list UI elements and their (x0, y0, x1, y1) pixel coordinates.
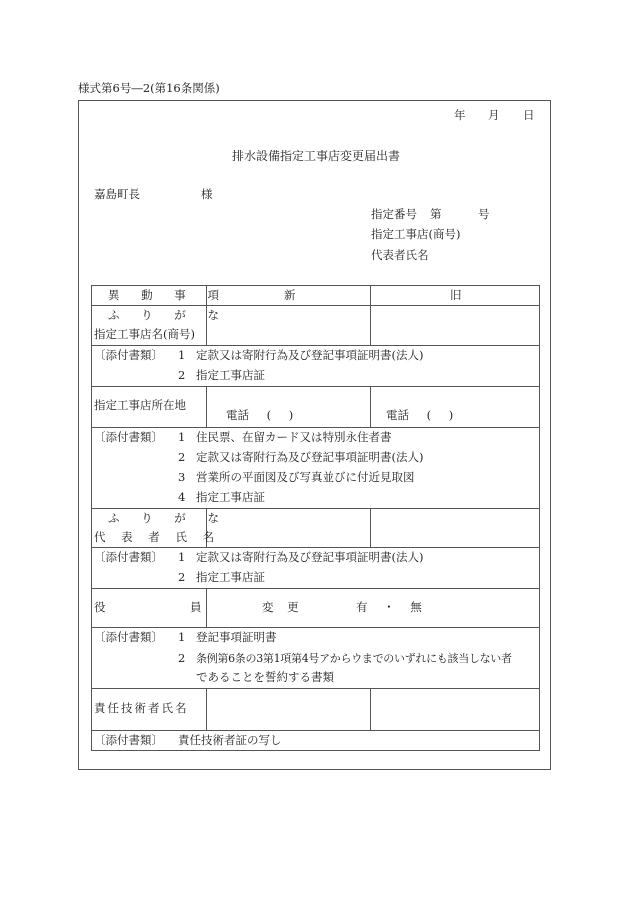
form-number: 様式第6号―2(第16条関係) (78, 81, 220, 95)
attachment-2-num-2: 2 (178, 450, 186, 464)
attachment-4-item-2: 条例第6条の3第1項第4号アからウまでのいずれにも該当しない者 (196, 652, 512, 665)
attachment-label-1: 〔添付書類〕 (94, 348, 163, 362)
attachment-3-num-1: 1 (178, 550, 186, 564)
attachment-label-3: 〔添付書類〕 (94, 550, 163, 564)
attachment-3-num-2: 2 (178, 570, 186, 584)
attachment-2-num-4: 4 (178, 490, 186, 504)
engineer-name-label: 責任技術者氏名 (94, 701, 189, 715)
rep-name-label: 代 表 者 氏 名 (94, 530, 221, 544)
designation-number-label: 指定番号 (371, 207, 417, 221)
date-month: 月 (488, 108, 500, 122)
attachment-2-item-4: 指定工事店証 (196, 490, 265, 504)
attachment-1-num-2: 2 (178, 368, 186, 382)
attachment-2-item-3: 営業所の平面図及び写真並びに付近見取図 (196, 470, 415, 484)
shop-name-furigana-label: ふ り が な (108, 308, 228, 322)
attachment-1-item-2: 指定工事店証 (196, 368, 265, 382)
attachment-5-item: 責任技術者証の写し (178, 733, 282, 747)
phone-old: 電話 ( ) (386, 408, 454, 422)
attachment-label-2: 〔添付書類〕 (94, 430, 163, 444)
date-year: 年 (454, 108, 466, 122)
attachment-2-num-1: 1 (178, 430, 186, 444)
attachment-1-num-1: 1 (178, 348, 186, 362)
officers-yes-no: 有 ・ 無 (356, 600, 422, 614)
header-old: 旧 (450, 288, 462, 302)
shop-trade-name-label: 指定工事店(商号) (371, 227, 461, 241)
phone-new: 電話 ( ) (226, 408, 294, 422)
addressee-name: 嘉島町長 (94, 187, 140, 201)
representative-name-label: 代表者氏名 (371, 248, 429, 262)
form-title: 排水設備指定工事店変更届出書 (232, 149, 401, 163)
designation-suffix: 号 (478, 207, 490, 221)
rep-furigana-label: ふ り が な (108, 511, 228, 525)
designation-prefix: 第 (430, 207, 442, 221)
header-new: 新 (284, 288, 296, 302)
attachment-3-item-1: 定款又は寄附行為及び登記事項証明書(法人) (196, 550, 424, 564)
attachment-2-item-1: 住民票、在留カード又は特別永住者書 (196, 430, 392, 444)
officers-label-b: 員 (190, 600, 202, 614)
attachment-3-item-2: 指定工事店証 (196, 570, 265, 584)
addressee-honorific: 様 (201, 187, 213, 201)
attachment-label-5: 〔添付書類〕 (94, 733, 163, 747)
officers-change: 変 更 (262, 600, 299, 614)
attachment-label-4: 〔添付書類〕 (94, 630, 163, 644)
date-day: 日 (523, 108, 535, 122)
shop-name-label: 指定工事店名(商号) (94, 327, 195, 341)
attachment-4-num-2: 2 (178, 651, 186, 665)
attachment-4-num-1: 1 (178, 630, 186, 644)
attachment-2-item-2: 定款又は寄附行為及び登記事項証明書(法人) (196, 450, 424, 464)
header-change-item: 異 動 事 項 (108, 288, 228, 302)
shop-address-label: 指定工事店所在地 (94, 398, 186, 412)
attachment-2-num-3: 3 (178, 470, 186, 484)
attachment-1-item-1: 定款又は寄附行為及び登記事項証明書(法人) (196, 348, 424, 362)
officers-label-a: 役 (94, 600, 106, 614)
attachment-4-item-1: 登記事項証明書 (196, 630, 277, 644)
attachment-4-continuation: であることを誓約する書類 (196, 670, 334, 684)
